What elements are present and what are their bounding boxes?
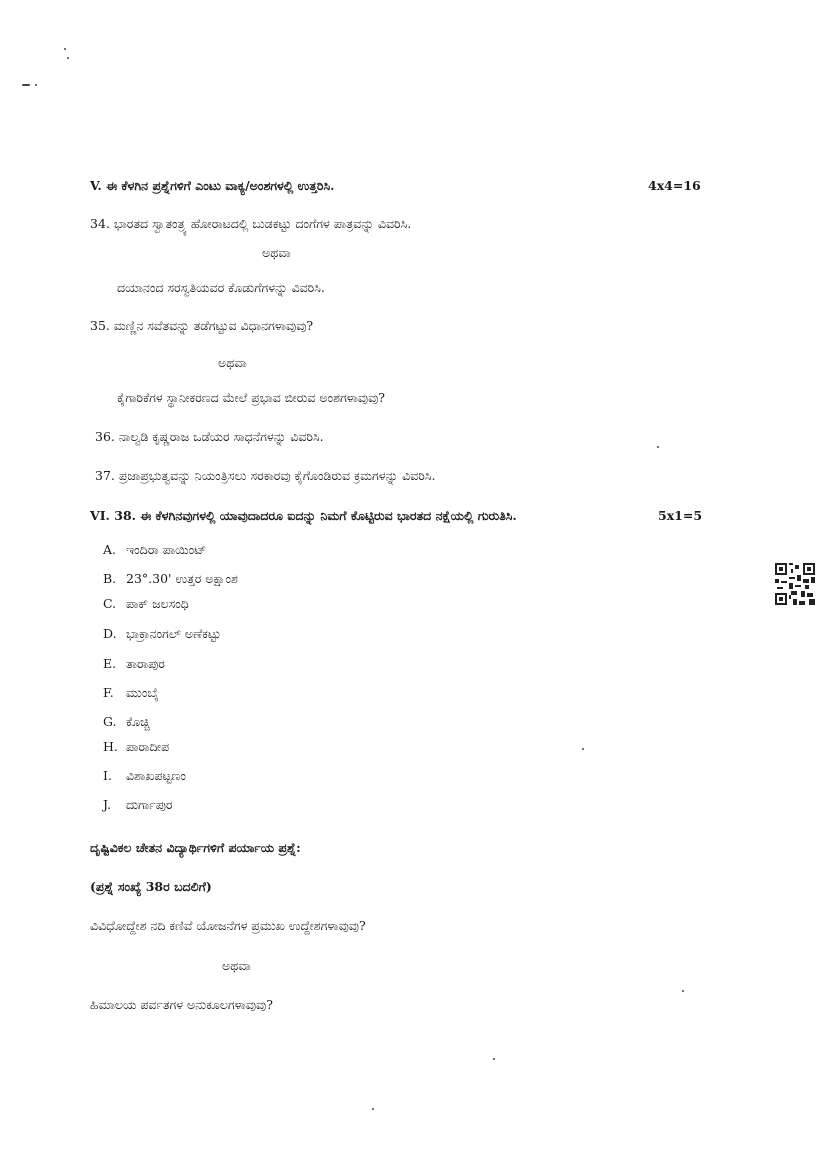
list-item: ಮುಂಬೈ <box>126 685 159 700</box>
section-v-heading: V. ಈ ಕೆಳಗಿನ ಪ್ರಶ್ನೆಗಳಿಗೆ ಎಂಟು ವಾಕ್ಯ/ಅಂಶಗಳಲ್ಲಿ ಉತ್ತರಿಸಿ. <box>90 178 335 193</box>
list-item: ಕೊಚ್ಚಿ <box>126 714 150 729</box>
alternate-subheading: (ಪ್ರಶ್ನೆ ಸಂಖ್ಯೆ 38ರ ಬದಲಿಗೆ) <box>90 879 212 894</box>
section-v-marks: 4x4=16 <box>648 178 701 193</box>
list-item-letter: D. <box>103 626 117 641</box>
or-label: ಅಥವಾ <box>218 355 247 370</box>
question-34-alternate: ದಯಾನಂದ ಸರಸ್ವತಿಯವರ ಕೊಡುಗೆಗಳನ್ನು ವಿವರಿಸಿ. <box>117 280 325 295</box>
question-34: 34. ಭಾರತದ ಸ್ವಾತಂತ್ರ್ಯ ಹೋರಾಟದಲ್ಲಿ ಬುಡಕಟ್ಟು ದಂಗೆಗಳ ಪಾತ್ರವನ್ನು ವಿವರಿಸಿ. <box>90 216 412 231</box>
list-item: ವಿಶಾಖಪಟ್ಟಣಂ <box>126 768 186 783</box>
question-36: 36. ನಾಲ್ವಡಿ ಕೃಷ್ಣರಾಜ ಒಡೆಯರ ಸಾಧನೆಗಳನ್ನು ವಿವರಿಸಿ. <box>95 429 324 444</box>
list-item-letter: I. <box>103 768 112 783</box>
question-35-alternate: ಕೈಗಾರಿಕೆಗಳ ಸ್ಥಾನೀಕರಣದ ಮೇಲೆ ಪ್ರಭಾವ ಬೀರುವ ಅಂಶಗಳಾವುವು? <box>117 390 385 405</box>
list-item: ಪಾಕ್ ಜಲಸಂಧಿ <box>126 596 189 611</box>
scan-speck <box>35 84 37 86</box>
or-label: ಅಥವಾ <box>262 245 291 260</box>
scan-speck <box>682 990 684 992</box>
list-item: ತಾರಾಪುರ <box>126 656 165 671</box>
qr-code-icon <box>775 563 815 605</box>
or-label: ಅಥವಾ <box>222 958 251 973</box>
scan-speck <box>657 446 659 448</box>
alternate-question-2: ಹಿಮಾಲಯ ಪರ್ವತಗಳ ಅನುಕೂಲಗಳಾವುವು? <box>90 997 273 1012</box>
scan-speck <box>64 48 66 50</box>
question-37: 37. ಪ್ರಜಾಪ್ರಭುತ್ವವನ್ನು ನಿಯಂತ್ರಿಸಲು ಸರಕಾರವು ಕೈಗೊಂಡಿರುವ ಕ್ರಮಗಳನ್ನು ವಿವರಿಸಿ. <box>95 468 436 483</box>
scan-speck <box>372 1108 374 1110</box>
list-item-letter: G. <box>103 714 117 729</box>
list-item-letter: E. <box>103 656 117 671</box>
section-vi-heading: VI. 38. ಈ ಕೆಳಗಿನವುಗಳಲ್ಲಿ ಯಾವುದಾದರೂ ಐದನ್ನು ನಿಮಗೆ ಕೊಟ್ಟಿರುವ ಭಾರತದ ನಕ್ಷೆಯಲ್ಲಿ ಗುರುತಿಸಿ. <box>90 508 517 523</box>
alternate-heading: ದೃಷ್ಟಿವಿಕಲ ಚೇತನ ವಿದ್ಯಾರ್ಥಿಗಳಿಗೆ ಪರ್ಯಾಯ ಪ್ರಶ್ನೆ: <box>90 840 301 855</box>
section-vi-marks: 5x1=5 <box>658 508 703 523</box>
list-item-letter: A. <box>103 542 117 557</box>
list-item: ಪಾರಾದೀಪ <box>126 739 170 754</box>
scan-speck <box>493 1058 495 1060</box>
alternate-question-1: ವಿವಿಧೋದ್ದೇಶ ನದಿ ಕಣಿವೆ ಯೋಜನೆಗಳ ಪ್ರಮುಖ ಉದ್ದೇಶಗಳಾವುವು? <box>90 918 366 933</box>
list-item: ಭಾಕ್ರಾನಂಗಲ್ ಅಣೆಕಟ್ಟು <box>126 626 221 641</box>
scan-speck <box>22 84 30 86</box>
list-item: ಇಂದಿರಾ ಪಾಯಿಂಟ್ <box>126 542 207 557</box>
list-item-letter: F. <box>103 685 114 700</box>
scan-speck <box>582 748 584 750</box>
list-item-letter: B. <box>103 571 117 586</box>
list-item: ದುರ್ಗಾಪುರ <box>126 797 173 812</box>
list-item-letter: C. <box>103 596 117 611</box>
scan-speck <box>67 57 69 59</box>
list-item: 23°.30' ಉತ್ತರ ಅಕ್ಷಾಂಶ <box>126 571 238 586</box>
question-35: 35. ಮಣ್ಣಿನ ಸವೆತವನ್ನು ತಡೆಗಟ್ಟುವ ವಿಧಾನಗಳಾವುವು? <box>90 318 314 333</box>
list-item-letter: J. <box>103 797 112 812</box>
list-item-letter: H. <box>103 739 118 754</box>
